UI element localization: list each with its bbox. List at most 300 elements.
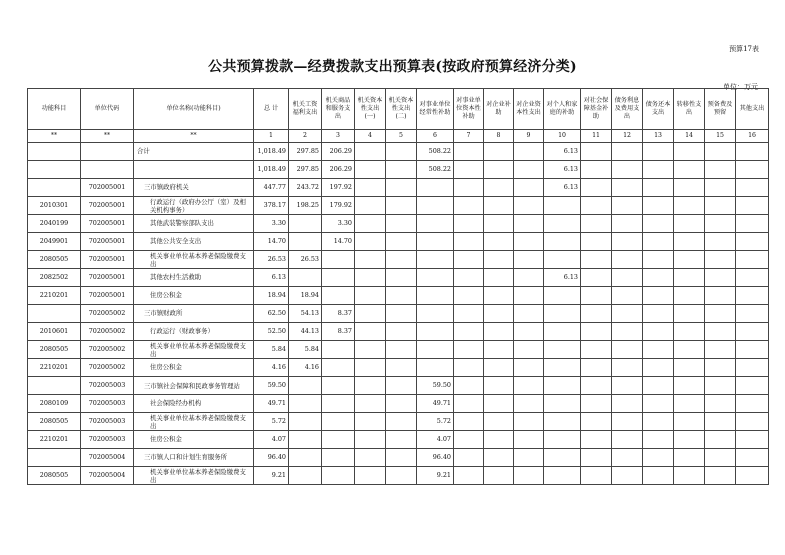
unit-code-cell: 702005001 (81, 251, 134, 269)
amount-cell (581, 449, 612, 467)
amount-cell (705, 359, 736, 377)
column-index-5: 2 (289, 130, 322, 143)
amount-cell (355, 395, 386, 413)
amount-cell (581, 323, 612, 341)
amount-cell (643, 431, 674, 449)
amount-cell (454, 161, 484, 179)
amount-cell (417, 269, 454, 287)
amount-cell (581, 467, 612, 485)
amount-cell (736, 359, 769, 377)
unit-code-cell (81, 143, 134, 161)
amount-cell (514, 179, 544, 197)
amount-cell: 5.84 (254, 341, 289, 359)
amount-cell (581, 197, 612, 215)
amount-cell (417, 323, 454, 341)
amount-cell: 59.50 (417, 377, 454, 395)
amount-cell: 6.13 (544, 143, 581, 161)
amount-cell (355, 287, 386, 305)
column-index-7: 4 (355, 130, 386, 143)
unit-name-cell: 住房公积金 (134, 359, 254, 377)
amount-cell (612, 287, 643, 305)
function-code-cell: 2080505 (28, 467, 81, 485)
amount-cell (514, 233, 544, 251)
column-header-7: 机关资本性支出(一) (355, 89, 386, 130)
column-index-13: 10 (544, 130, 581, 143)
amount-cell (736, 431, 769, 449)
amount-cell (355, 305, 386, 323)
amount-cell: 508.22 (417, 143, 454, 161)
amount-cell (386, 413, 417, 431)
amount-cell (612, 359, 643, 377)
unit-name-cell (134, 161, 254, 179)
amount-cell (736, 413, 769, 431)
amount-cell: 59.50 (254, 377, 289, 395)
column-header-1: 功能科目 (28, 89, 81, 130)
table-row (28, 269, 769, 287)
amount-cell (581, 341, 612, 359)
amount-cell (514, 359, 544, 377)
amount-cell (289, 233, 322, 251)
amount-cell (454, 179, 484, 197)
amount-cell: 8.37 (322, 323, 355, 341)
amount-cell (643, 161, 674, 179)
amount-cell (514, 161, 544, 179)
column-header-10: 对事业单位资本性补助 (454, 89, 484, 130)
function-code-cell: 2049901 (28, 233, 81, 251)
amount-cell (484, 161, 514, 179)
unit-code-cell: 702005002 (81, 341, 134, 359)
amount-cell (643, 233, 674, 251)
table-row (28, 305, 769, 323)
column-header-15: 债务利息及费用支出 (612, 89, 643, 130)
header-row (28, 89, 769, 130)
function-code-cell (28, 449, 81, 467)
amount-cell (581, 431, 612, 449)
amount-cell (674, 251, 705, 269)
amount-cell (705, 449, 736, 467)
amount-cell (736, 305, 769, 323)
amount-cell (322, 377, 355, 395)
amount-cell (386, 251, 417, 269)
amount-cell (322, 287, 355, 305)
amount-cell: 1,018.49 (254, 161, 289, 179)
unit-code-cell: 702005004 (81, 467, 134, 485)
amount-cell (643, 449, 674, 467)
amount-cell (289, 395, 322, 413)
amount-cell (484, 197, 514, 215)
amount-cell: 9.21 (254, 467, 289, 485)
amount-cell: 54.13 (289, 305, 322, 323)
unit-code-cell: 702005001 (81, 215, 134, 233)
amount-cell: 6.13 (254, 269, 289, 287)
column-index-19: 16 (736, 130, 769, 143)
amount-cell (736, 143, 769, 161)
function-code-cell: 2080505 (28, 251, 81, 269)
function-code-cell (28, 143, 81, 161)
unit-label: 单位：万元 (723, 83, 758, 91)
unit-code-cell: 702005003 (81, 395, 134, 413)
amount-cell (355, 269, 386, 287)
amount-cell (643, 395, 674, 413)
amount-cell (289, 431, 322, 449)
amount-cell: 179.92 (322, 197, 355, 215)
function-code-cell (28, 179, 81, 197)
table-row (28, 395, 769, 413)
amount-cell (355, 431, 386, 449)
amount-cell: 1,018.49 (254, 143, 289, 161)
amount-cell (355, 143, 386, 161)
amount-cell (355, 179, 386, 197)
amount-cell (736, 449, 769, 467)
amount-cell (355, 359, 386, 377)
amount-cell (484, 359, 514, 377)
table-row (28, 449, 769, 467)
function-code-cell: 2010601 (28, 323, 81, 341)
table-row (28, 323, 769, 341)
amount-cell (355, 323, 386, 341)
amount-cell (674, 377, 705, 395)
unit-name-cell: 社会保险经办机构 (134, 395, 254, 413)
amount-cell (544, 359, 581, 377)
amount-cell (736, 341, 769, 359)
amount-cell (484, 305, 514, 323)
amount-cell (674, 197, 705, 215)
function-code-cell (28, 305, 81, 323)
column-index-10: 7 (454, 130, 484, 143)
column-index-3: ** (134, 130, 254, 143)
amount-cell (705, 287, 736, 305)
amount-cell (674, 305, 705, 323)
column-header-14: 对社会保障基金补助 (581, 89, 612, 130)
column-header-3: 单位名称(功能科目) (134, 89, 254, 130)
unit-name-cell: 机关事业单位基本养老保险缴费支出 (134, 467, 254, 485)
amount-cell (484, 233, 514, 251)
amount-cell: 198.25 (289, 197, 322, 215)
amount-cell (514, 197, 544, 215)
amount-cell (417, 197, 454, 215)
amount-cell (612, 161, 643, 179)
unit-name-cell: 机关事业单位基本养老保险缴费支出 (134, 341, 254, 359)
form-number: 预算17表 (729, 45, 759, 53)
unit-name-cell: 三市镇人口和计划生育服务所 (134, 449, 254, 467)
amount-cell (417, 305, 454, 323)
amount-cell (454, 251, 484, 269)
function-code-cell (28, 377, 81, 395)
function-code-cell: 2082502 (28, 269, 81, 287)
amount-cell (612, 179, 643, 197)
amount-cell (674, 233, 705, 251)
amount-cell (322, 341, 355, 359)
unit-code-cell: 702005002 (81, 305, 134, 323)
amount-cell (322, 251, 355, 269)
amount-cell (417, 251, 454, 269)
amount-cell (514, 215, 544, 233)
amount-cell (544, 251, 581, 269)
amount-cell (514, 341, 544, 359)
amount-cell (612, 377, 643, 395)
amount-cell: 14.70 (254, 233, 289, 251)
index-row (28, 130, 769, 143)
amount-cell (289, 377, 322, 395)
amount-cell (581, 161, 612, 179)
unit-code-cell: 702005001 (81, 197, 134, 215)
unit-code-cell: 702005001 (81, 269, 134, 287)
amount-cell (484, 467, 514, 485)
amount-cell (386, 215, 417, 233)
amount-cell (705, 395, 736, 413)
unit-code-cell: 702005002 (81, 323, 134, 341)
unit-name-cell: 三市镇政府机关 (134, 179, 254, 197)
page-title: 公共预算拨款—经费拨款支出预算表(按政府预算经济分类) (208, 59, 577, 75)
amount-cell (736, 251, 769, 269)
table-row (28, 197, 769, 215)
unit-code-cell: 702005001 (81, 287, 134, 305)
amount-cell (612, 197, 643, 215)
amount-cell (544, 467, 581, 485)
table-row (28, 341, 769, 359)
amount-cell (386, 305, 417, 323)
column-header-16: 债务还本支出 (643, 89, 674, 130)
amount-cell (454, 197, 484, 215)
amount-cell (643, 179, 674, 197)
amount-cell (322, 431, 355, 449)
amount-cell (544, 233, 581, 251)
unit-name-cell: 机关事业单位基本养老保险缴费支出 (134, 413, 254, 431)
column-index-16: 13 (643, 130, 674, 143)
amount-cell (514, 467, 544, 485)
amount-cell (355, 377, 386, 395)
amount-cell (454, 377, 484, 395)
amount-cell: 49.71 (254, 395, 289, 413)
amount-cell: 4.07 (417, 431, 454, 449)
amount-cell: 297.85 (289, 143, 322, 161)
amount-cell (581, 359, 612, 377)
amount-cell: 297.85 (289, 161, 322, 179)
amount-cell: 96.40 (417, 449, 454, 467)
table-row (28, 215, 769, 233)
amount-cell (612, 251, 643, 269)
column-index-15: 12 (612, 130, 643, 143)
amount-cell (544, 431, 581, 449)
amount-cell (417, 179, 454, 197)
amount-cell (355, 467, 386, 485)
amount-cell (289, 269, 322, 287)
amount-cell (705, 251, 736, 269)
amount-cell (322, 269, 355, 287)
amount-cell (386, 287, 417, 305)
amount-cell (386, 197, 417, 215)
amount-cell (322, 395, 355, 413)
unit-code-cell: 702005001 (81, 233, 134, 251)
function-code-cell: 2210201 (28, 287, 81, 305)
amount-cell: 6.13 (544, 269, 581, 287)
column-header-12: 对企业资本性支出 (514, 89, 544, 130)
amount-cell (581, 377, 612, 395)
amount-cell (674, 143, 705, 161)
table-row (28, 143, 769, 161)
amount-cell (454, 269, 484, 287)
function-code-cell: 2080505 (28, 413, 81, 431)
amount-cell (322, 467, 355, 485)
amount-cell (674, 395, 705, 413)
amount-cell (484, 215, 514, 233)
amount-cell (544, 305, 581, 323)
amount-cell (736, 467, 769, 485)
amount-cell (544, 449, 581, 467)
amount-cell (484, 251, 514, 269)
amount-cell (705, 413, 736, 431)
amount-cell (484, 413, 514, 431)
amount-cell (736, 179, 769, 197)
amount-cell (544, 215, 581, 233)
amount-cell (674, 467, 705, 485)
table-row (28, 287, 769, 305)
budget-table (27, 88, 769, 485)
column-header-18: 预备费及预留 (705, 89, 736, 130)
amount-cell: 206.29 (322, 161, 355, 179)
amount-cell: 62.50 (254, 305, 289, 323)
amount-cell (643, 287, 674, 305)
unit-code-cell: 702005004 (81, 449, 134, 467)
unit-code-cell: 702005003 (81, 377, 134, 395)
amount-cell (484, 323, 514, 341)
amount-cell: 6.13 (544, 179, 581, 197)
unit-name-cell: 三市镇社会保障和民政事务管理站 (134, 377, 254, 395)
amount-cell (705, 215, 736, 233)
amount-cell (355, 233, 386, 251)
amount-cell (417, 341, 454, 359)
amount-cell (289, 467, 322, 485)
amount-cell: 8.37 (322, 305, 355, 323)
column-header-5: 机关工资福利支出 (289, 89, 322, 130)
amount-cell (544, 341, 581, 359)
amount-cell (355, 197, 386, 215)
amount-cell (454, 305, 484, 323)
amount-cell (454, 467, 484, 485)
amount-cell: 49.71 (417, 395, 454, 413)
amount-cell (454, 341, 484, 359)
amount-cell (484, 341, 514, 359)
amount-cell (674, 359, 705, 377)
amount-cell (736, 215, 769, 233)
amount-cell (705, 323, 736, 341)
amount-cell (705, 143, 736, 161)
amount-cell (581, 179, 612, 197)
amount-cell (355, 251, 386, 269)
amount-cell (705, 269, 736, 287)
function-code-cell: 2210201 (28, 431, 81, 449)
amount-cell (417, 215, 454, 233)
amount-cell (612, 143, 643, 161)
amount-cell: 26.53 (254, 251, 289, 269)
function-code-cell: 2040199 (28, 215, 81, 233)
amount-cell (705, 341, 736, 359)
amount-cell (514, 431, 544, 449)
amount-cell (514, 395, 544, 413)
amount-cell (674, 413, 705, 431)
amount-cell (705, 305, 736, 323)
amount-cell (322, 449, 355, 467)
column-header-9: 对事业单位经常性补助 (417, 89, 454, 130)
amount-cell (514, 287, 544, 305)
unit-code-cell (81, 161, 134, 179)
unit-code-cell: 702005003 (81, 413, 134, 431)
amount-cell (736, 323, 769, 341)
amount-cell: 44.13 (289, 323, 322, 341)
amount-cell (417, 287, 454, 305)
amount-cell (612, 305, 643, 323)
amount-cell: 4.16 (289, 359, 322, 377)
amount-cell (643, 413, 674, 431)
function-code-cell: 2080505 (28, 341, 81, 359)
amount-cell (322, 413, 355, 431)
amount-cell (484, 287, 514, 305)
amount-cell (417, 233, 454, 251)
amount-cell (581, 215, 612, 233)
amount-cell (454, 413, 484, 431)
amount-cell: 96.40 (254, 449, 289, 467)
amount-cell (544, 395, 581, 413)
amount-cell (386, 395, 417, 413)
unit-code-cell: 702005002 (81, 359, 134, 377)
amount-cell (454, 323, 484, 341)
amount-cell (484, 179, 514, 197)
amount-cell (581, 233, 612, 251)
amount-cell (386, 467, 417, 485)
amount-cell (484, 395, 514, 413)
amount-cell (581, 305, 612, 323)
column-index-17: 14 (674, 130, 705, 143)
column-header-6: 机关商品和服务支出 (322, 89, 355, 130)
amount-cell: 52.50 (254, 323, 289, 341)
amount-cell: 14.70 (322, 233, 355, 251)
column-header-17: 转移性支出 (674, 89, 705, 130)
amount-cell: 206.29 (322, 143, 355, 161)
unit-name-cell: 三市镇财政所 (134, 305, 254, 323)
amount-cell (544, 413, 581, 431)
amount-cell (514, 413, 544, 431)
amount-cell (386, 377, 417, 395)
amount-cell (386, 143, 417, 161)
amount-cell (484, 143, 514, 161)
amount-cell: 197.92 (322, 179, 355, 197)
amount-cell (705, 377, 736, 395)
column-header-8: 机关资本性支出(二) (386, 89, 417, 130)
column-index-2: ** (81, 130, 134, 143)
table-row (28, 233, 769, 251)
amount-cell (514, 143, 544, 161)
column-index-9: 6 (417, 130, 454, 143)
amount-cell (612, 467, 643, 485)
table-row (28, 179, 769, 197)
amount-cell (322, 359, 355, 377)
amount-cell (674, 449, 705, 467)
amount-cell (581, 251, 612, 269)
amount-cell (514, 305, 544, 323)
amount-cell (612, 215, 643, 233)
amount-cell (454, 431, 484, 449)
amount-cell (514, 269, 544, 287)
amount-cell (544, 377, 581, 395)
unit-name-cell: 行政运行（政府办公厅（室）及相关机构事务） (134, 197, 254, 215)
amount-cell (514, 449, 544, 467)
table-row (28, 431, 769, 449)
amount-cell (484, 449, 514, 467)
amount-cell (386, 269, 417, 287)
column-index-6: 3 (322, 130, 355, 143)
unit-name-cell: 住房公积金 (134, 287, 254, 305)
amount-cell: 18.94 (289, 287, 322, 305)
